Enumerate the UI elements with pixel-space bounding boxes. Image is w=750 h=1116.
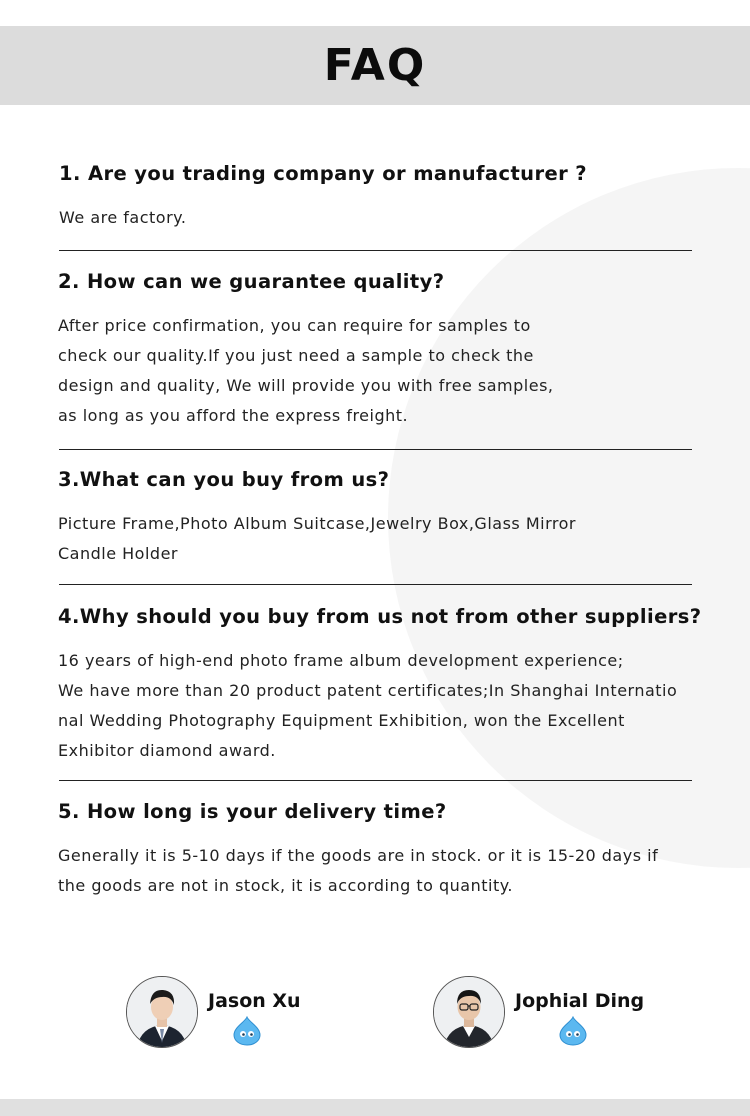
- answer-line: Exhibitor diamond award.: [58, 741, 276, 760]
- footer-band: [0, 1099, 750, 1116]
- answer-line: as long as you afford the express freight.: [58, 406, 409, 425]
- divider: [59, 250, 692, 251]
- faq-answer-2: [58, 311, 554, 431]
- faq-header-band: [0, 26, 750, 105]
- page-title: FAQ: [323, 40, 427, 91]
- answer-line: the goods are not in stock, it is according to quantity.: [58, 876, 514, 895]
- answer-line: check our quality.If you just need a sample to check the: [58, 346, 534, 365]
- contact-name-jophial: Jophial Ding: [515, 990, 645, 1012]
- top-margin: [0, 0, 750, 26]
- answer-line: We are factory.: [59, 208, 187, 227]
- divider: [59, 780, 692, 781]
- faq-question-1: 1. Are you trading company or manufacturer ?: [59, 162, 588, 185]
- answer-line: nal Wedding Photography Equipment Exhibition, won the Excellent: [58, 711, 625, 730]
- answer-line: 16 years of high-end photo frame album development experience;: [58, 651, 624, 670]
- faq-answer-4: [58, 646, 677, 766]
- answer-line: We have more than 20 product patent certificates;In Shanghai Internatio: [58, 681, 678, 700]
- divider: [59, 449, 692, 450]
- faq-answer-5: [58, 841, 658, 901]
- answer-line: Picture Frame,Photo Album Suitcase,Jewelry Box,Glass Mirror: [58, 514, 576, 533]
- divider: [59, 584, 692, 585]
- answer-line: design and quality, We will provide you with free samples,: [58, 376, 554, 395]
- faq-question-2: 2. How can we guarantee quality?: [58, 270, 445, 293]
- answer-line: After price confirmation, you can require for samples to: [58, 316, 531, 335]
- faq-answer-1: [59, 203, 186, 233]
- chat-bubble-icon[interactable]: [232, 1016, 262, 1046]
- contact-name-jason: Jason Xu: [208, 990, 301, 1012]
- faq-answer-3: [58, 509, 576, 569]
- faq-question-3: 3.What can you buy from us?: [58, 468, 390, 491]
- faq-question-5: 5. How long is your delivery time?: [58, 800, 447, 823]
- avatar: [433, 976, 505, 1048]
- faq-question-4: 4.Why should you buy from us not from other suppliers?: [58, 605, 702, 628]
- chat-bubble-icon[interactable]: [558, 1016, 588, 1046]
- answer-line: Generally it is 5-10 days if the goods are in stock. or it is 15-20 days if: [58, 846, 659, 865]
- answer-line: Candle Holder: [58, 544, 178, 563]
- avatar: [126, 976, 198, 1048]
